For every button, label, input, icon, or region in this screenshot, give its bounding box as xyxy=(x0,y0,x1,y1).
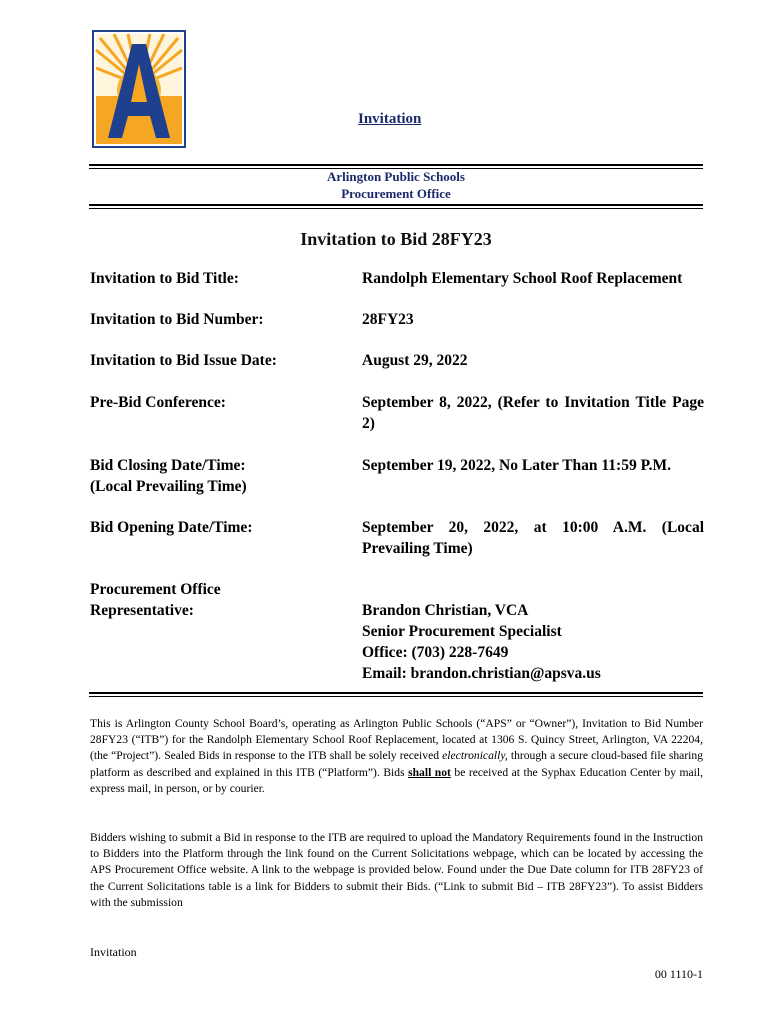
intro-strong: shall not xyxy=(408,765,451,779)
rep-name: Brandon Christian, VCA xyxy=(362,602,529,619)
aps-logo xyxy=(92,30,186,148)
org-name: Arlington Public Schools xyxy=(327,169,465,184)
org-office: Procurement Office xyxy=(341,186,451,201)
field-label-prebid: Pre-Bid Conference: xyxy=(90,394,226,411)
field-label-closing-line1: Bid Closing Date/Time: xyxy=(90,457,246,474)
intro-text-1: This is Arlington County School Board’s, operating as Arlington Public Schools (“APS” or “Owner”), Invitation to Bid Number 28FY23 (“ITB”) for the Randolph Elementary School Roof Replacement, located at 1306 S. Quincy Street, Arlington, VA 22204, (the “Project”). Sealed Bids in response to the ITB shall be solely received xyxy=(90,717,703,763)
field-label-closing-line2: (Local Prevailing Time) xyxy=(90,478,247,495)
field-label-issue-date: Invitation to Bid Issue Date: xyxy=(90,352,277,369)
field-label-opening: Bid Opening Date/Time: xyxy=(90,519,253,536)
intro-text-3: be received at the Syphax Education Center by mail, express mail, in person, or by courier. xyxy=(90,765,704,795)
aps-logo-icon xyxy=(92,30,186,148)
field-value-number: 28FY23 xyxy=(362,311,414,328)
rep-label-line1: Procurement Office xyxy=(90,581,221,598)
intro-text-2: through a secure cloud-based file sharing platform as described and explained in this ITB (“Platform”). Bids xyxy=(90,749,703,779)
field-value-opening: September 20, 2022, at 10:00 A.M. (Local Prevailing Time) xyxy=(362,519,704,557)
rep-office-phone: Office: (703) 228-7649 xyxy=(362,644,509,661)
field-value-prebid: September 8, 2022, (Refer to Invitation Title Page 2) xyxy=(362,394,704,432)
rep-label-line2: Representative: xyxy=(90,602,194,619)
field-value-title: Randolph Elementary School Roof Replacement xyxy=(362,270,683,287)
footer-page-number: 00 1110-1 xyxy=(654,967,703,981)
rep-email: Email: brandon.christian@apsva.us xyxy=(362,665,601,682)
invitation-heading: Invitation xyxy=(358,111,422,127)
field-value-closing: September 19, 2022, No Later Than 11:59 P.M. xyxy=(362,457,672,474)
page-title: Invitation to Bid 28FY23 xyxy=(300,229,492,249)
field-label-number: Invitation to Bid Number: xyxy=(90,311,264,328)
rep-role: Senior Procurement Specialist xyxy=(362,623,562,640)
footer-section-name: Invitation xyxy=(90,945,137,959)
intro-paragraph xyxy=(90,716,703,797)
section-rule xyxy=(89,692,703,697)
field-value-issue-date: August 29, 2022 xyxy=(362,352,468,369)
submission-paragraph: Bidders wishing to submit a Bid in response to the ITB are required to upload the Mandatory Requirements found in the Instruction to Bidders into the Platform through the link found on the Current Solicitations webpage, which can be located by accessing the APS Procurement Office website. A link to the webpage is provided below. Found under the Due Date column for ITB 28FY23 of the Current Solicitations table is a link for Bidders to submit their Bids. (“Link to submit Bid – ITB 28FY23”). To assist Bidders with the submission xyxy=(90,831,703,909)
intro-emphasis: electronically, xyxy=(442,749,508,763)
header-rule-bottom xyxy=(89,204,703,209)
field-label-title: Invitation to Bid Title: xyxy=(90,270,239,287)
